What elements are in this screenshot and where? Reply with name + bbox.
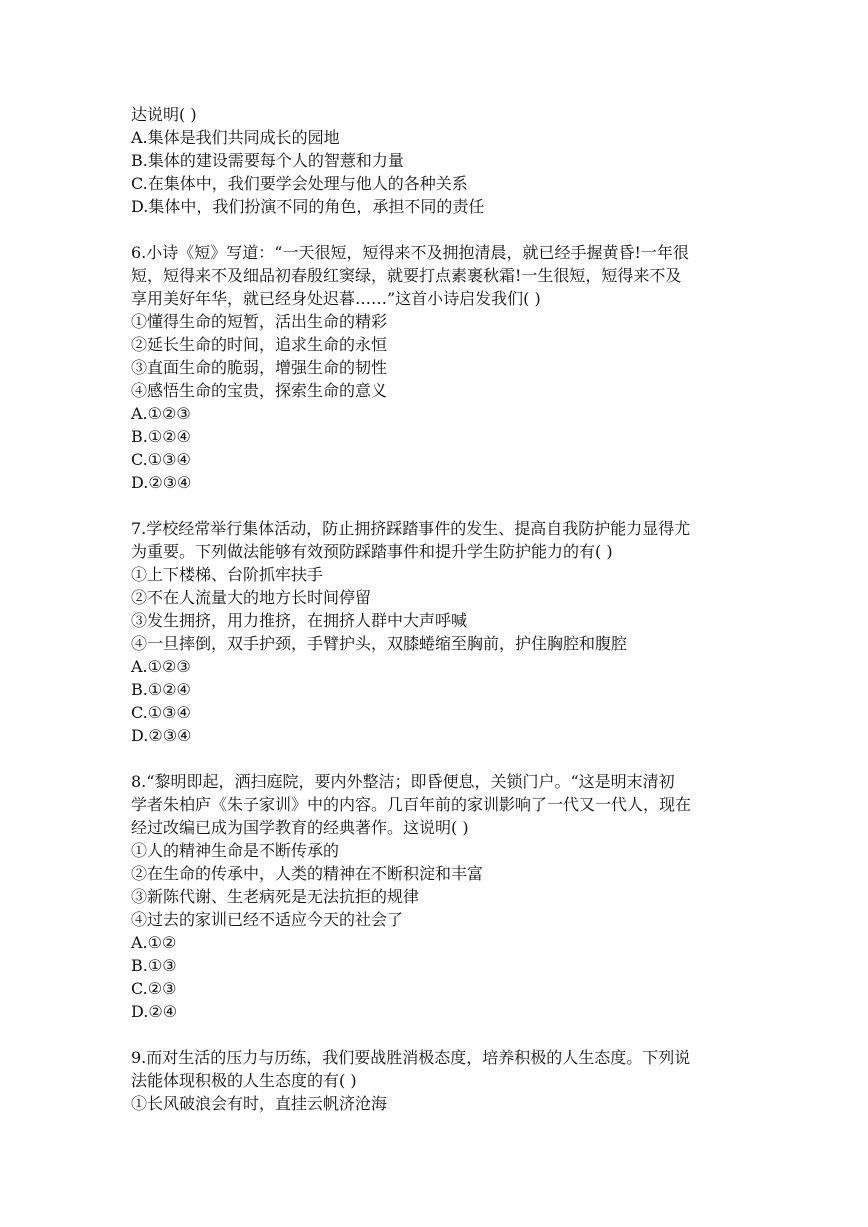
- question-stem-line: 经过改编已成为国学教育的经典著作。这说明( ): [131, 818, 469, 837]
- answer-option: B.集体的建设需要每个人的智薏和力量: [131, 151, 404, 170]
- question-stem-line: 享用美好年华，就已经身处迟暮……”这首小诗启发我们( ): [131, 289, 541, 308]
- question-stem-line: 8.“黎明即起，洒扫庭院，要内外整洁；即昏便息，关锁门户。“这是明末清初: [131, 772, 675, 791]
- question-9: [131, 1046, 751, 1115]
- question-spacer: [131, 494, 751, 517]
- statement-item: ④一旦摔倒，双手护颈，手臂护头，双膝蜷缩至胸前，护住胸腔和腹腔: [131, 634, 628, 653]
- question-stem-line: 法能体现积极的人生态度的有( ): [131, 1071, 357, 1090]
- question-stem-line: 7.学校经常举行集体活动，防止拥挤踩踏事件的发生、提高自我防护能力显得尤: [131, 519, 691, 538]
- answer-option: B.①②④: [131, 680, 191, 699]
- answer-option: A.①②③: [131, 657, 191, 676]
- statement-item: ②延长生命的时间，追求生命的永恒: [131, 335, 388, 354]
- statement-item: ②在生命的传承中，人类的精神在不断积淀和丰富: [131, 864, 484, 883]
- question-stem-line: 为重要。下列做法能够有效预防踩踏事件和提升学生防护能力的有( ): [131, 542, 613, 561]
- statement-item: ④感悟生命的宝贵，探索生命的意义: [131, 381, 388, 400]
- question-7: [131, 517, 751, 747]
- answer-option: A.①②: [131, 933, 177, 952]
- statement-item: ①长风破浪会有时，直挂云帆济沧海: [131, 1094, 388, 1113]
- statement-item: ①懂得生命的短暂，活出生命的精彩: [131, 312, 388, 331]
- answer-option: D.②④: [131, 1002, 178, 1021]
- question-6: [131, 241, 751, 494]
- question-spacer: [131, 747, 751, 770]
- page-content: [131, 103, 751, 1115]
- question-stem-line: 6.小诗《短》写道：“一天很短，短得来不及拥抱清晨，就已经手握黄昏!一年很: [131, 243, 689, 262]
- answer-option: D.②③④: [131, 726, 192, 745]
- question-stem-line: 短，短得来不及细品初春殷红窦绿，就要打点素裹秋霜!一生很短，短得来不及: [131, 266, 682, 285]
- answer-option: C.②③: [131, 979, 177, 998]
- answer-option: D.②③④: [131, 473, 192, 492]
- answer-option: B.①②④: [131, 427, 191, 446]
- answer-option: A.①②③: [131, 404, 191, 423]
- statement-item: ②不在人流量大的地方长时间停留: [131, 588, 372, 607]
- question-stem-line: 达说明( ): [131, 105, 197, 124]
- question-5: [131, 103, 751, 218]
- question-stem-line: 9.而对生活的压力与历练，我们要战胜消极态度，培养积极的人生态度。下列说: [131, 1048, 691, 1067]
- statement-item: ③新陈代谢、生老病死是无法抗拒的规律: [131, 887, 420, 906]
- answer-option: B.①③: [131, 956, 177, 975]
- statement-item: ④过去的家训已经不适应今天的社会了: [131, 910, 404, 929]
- statement-item: ①上下楼梯、台阶抓牢扶手: [131, 565, 324, 584]
- statement-item: ③直面生命的脆弱，增强生命的韧性: [131, 358, 388, 377]
- answer-option: C.①③④: [131, 450, 191, 469]
- answer-option: C.在集体中，我们要学会处理与他人的各种关系: [131, 174, 468, 193]
- statement-item: ①人的精神生命是不断传承的: [131, 841, 340, 860]
- question-8: [131, 770, 751, 1023]
- answer-option: D.集体中，我们扮演不同的角色，承担不同的责任: [131, 197, 485, 216]
- answer-option: A.集体是我们共同成长的园地: [131, 128, 340, 147]
- statement-item: ③发生拥挤，用力推挤，在拥挤人群中大声呼喊: [131, 611, 468, 630]
- answer-option: C.①③④: [131, 703, 191, 722]
- question-spacer: [131, 218, 751, 241]
- question-stem-line: 学者朱柏庐《朱子家训》中的内容。几百年前的家训影响了一代又一代人，现在: [131, 795, 692, 814]
- question-spacer: [131, 1023, 751, 1046]
